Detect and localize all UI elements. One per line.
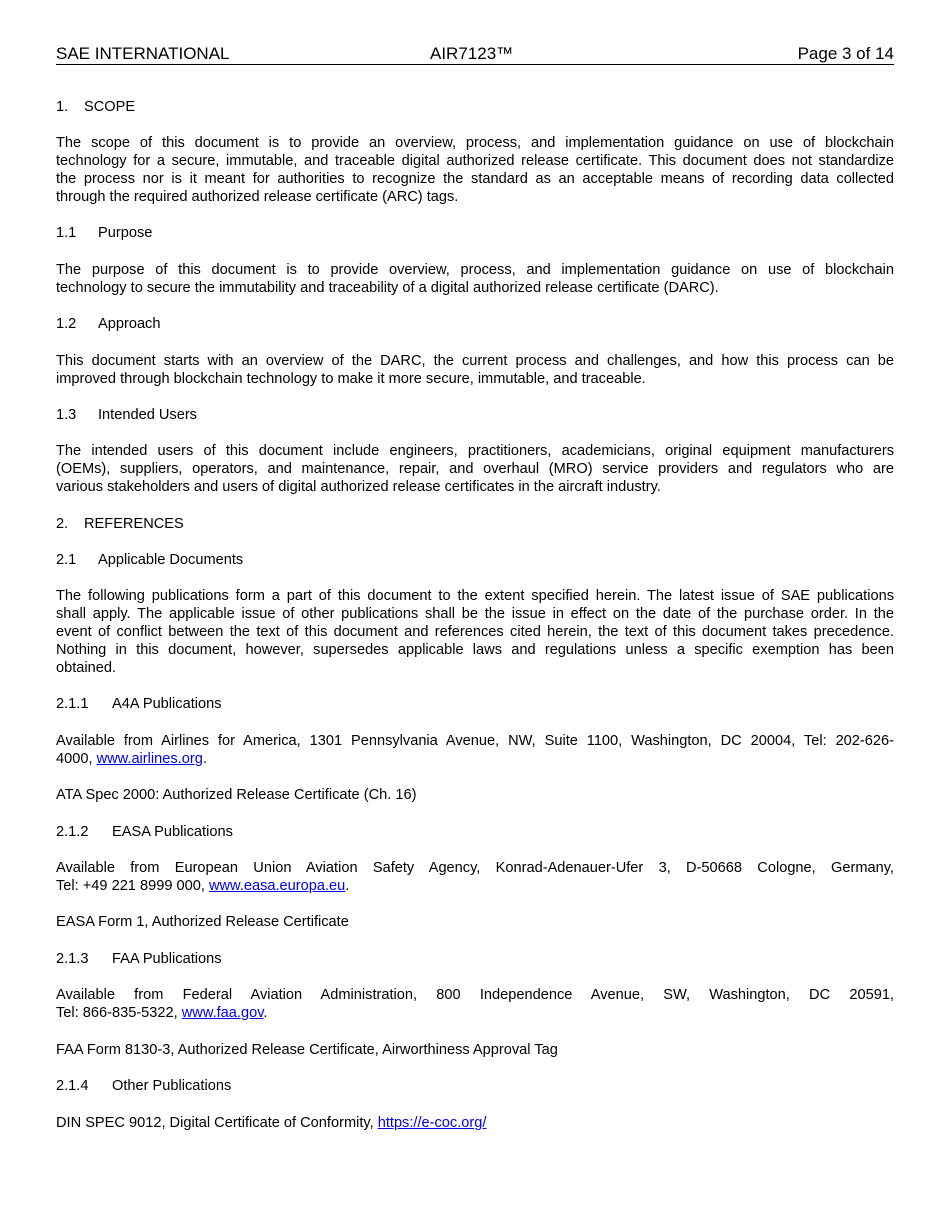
section-heading-2-1-2: 2.1.2 EASA Publications: [56, 824, 233, 840]
header-doc-id: AIR7123™: [430, 44, 514, 63]
header-page-number: Page 3 of 14: [797, 44, 894, 63]
ata-spec-reference: ATA Spec 2000: Authorized Release Certificate (Ch. 16): [56, 787, 417, 803]
easa-link[interactable]: www.easa.europa.eu: [208, 878, 346, 894]
section-heading-1-3: 1.3 Intended Users: [56, 407, 197, 423]
easa-form-reference: EASA Form 1, Authorized Release Certificate: [56, 914, 349, 930]
approach-paragraph: This document starts with an overview of the DARC, the current process and challenges, and how this process can be improved through blockchain technology to make it more secure, immutable, and traceable.: [56, 353, 894, 387]
purpose-paragraph: The purpose of this document is to provide overview, process, and implementation guidance on use of blockchain technology to secure the immutability and traceability of a digital authorized release certificate (DARC).: [56, 262, 894, 296]
din-spec-reference: DIN SPEC 9012, Digital Certificate of Conformity, https://e-coc.org/: [56, 1115, 487, 1131]
section-heading-2-1-1: 2.1.1 A4A Publications: [56, 696, 222, 712]
faa-form-reference: FAA Form 8130-3, Authorized Release Certificate, Airworthiness Approval Tag: [56, 1042, 558, 1058]
faa-link[interactable]: www.faa.gov: [181, 1005, 264, 1021]
section-heading-2-1: 2.1 Applicable Documents: [56, 552, 244, 568]
scope-paragraph: The scope of this document is to provide an overview, process, and implementation guidance on use of blockchain technology for a secure, immutable, and traceable digital authorized release certificate. This document does not standardize the process nor is it meant for authorities to recognize the standard as an acceptable means of recording data collected through the required authorized release certificate (ARC) tags.: [56, 135, 894, 205]
a4a-availability-paragraph: Available from Airlines for America, 1301 Pennsylvania Avenue, NW, Suite 1100, Washington, DC 20004, Tel: 202-626- 4000, www.airlines.org.: [56, 733, 894, 767]
airlines-org-link[interactable]: www.airlines.org: [96, 751, 203, 767]
section-heading-2-1-4: 2.1.4 Other Publications: [56, 1078, 232, 1094]
section-heading-1-1: 1.1 Purpose: [56, 225, 153, 241]
intended-users-paragraph: The intended users of this document include engineers, practitioners, academicians, original equipment manufacturers (OEMs), suppliers, operators, and maintenance, repair, and overhaul (MRO) service providers and regulators who are various stakeholders and users of digital authorized release certificates in the aircraft industry.: [56, 443, 894, 495]
easa-availability-paragraph: Available from European Union Aviation Safety Agency, Konrad-Adenauer-Ufer 3, D-50668 Cologne, Germany, Tel: +49 221 8999 000, www.easa.europa.eu.: [56, 860, 894, 894]
e-coc-link[interactable]: https://e-coc.org/: [377, 1115, 487, 1131]
section-heading-1-2: 1.2 Approach: [56, 316, 161, 332]
faa-availability-paragraph: Available from Federal Aviation Administration, 800 Independence Avenue, SW, Washington, DC 20591, Tel: 866-835-5322, www.faa.gov.: [56, 987, 894, 1021]
applicable-documents-paragraph: The following publications form a part of this document to the extent specified herein. The latest issue of SAE publications shall apply. The applicable issue of other publications shall be the issue in effect on the date of the purchase order. In the event of conflict between the text of this document and references cited herein, the text of this document takes precedence. Nothing in this document, however, supersedes applicable laws and regulations unless a specific exemption has been obtained.: [56, 588, 894, 676]
section-heading-2: 2. REFERENCES: [56, 516, 184, 532]
page-header: [56, 44, 894, 65]
header-org: SAE INTERNATIONAL: [56, 44, 230, 63]
section-heading-2-1-3: 2.1.3 FAA Publications: [56, 951, 222, 967]
section-heading-1: 1. SCOPE: [56, 99, 136, 115]
